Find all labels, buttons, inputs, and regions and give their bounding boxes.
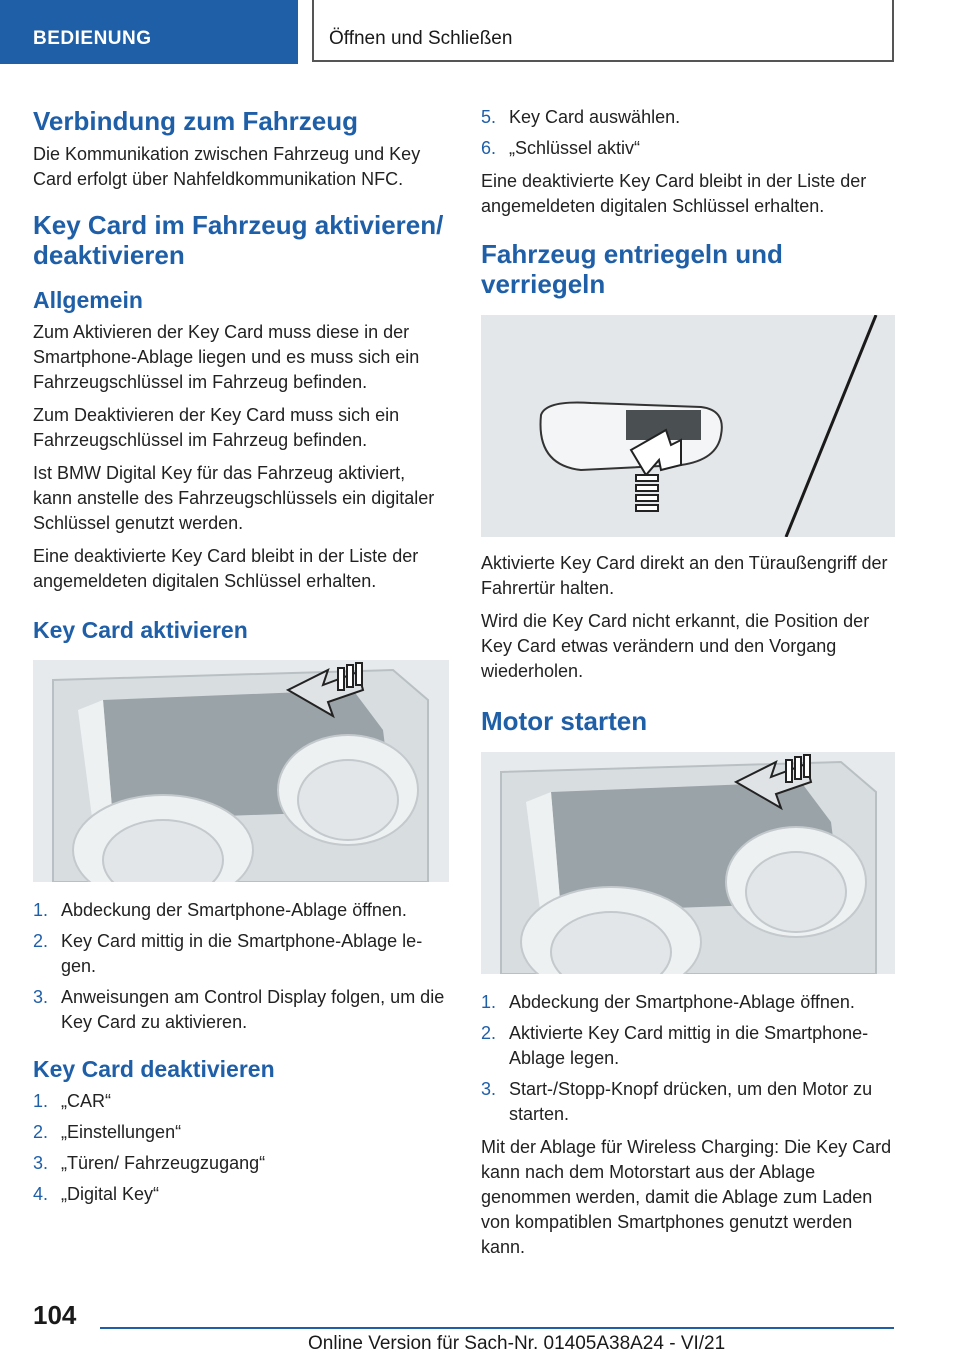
list-text: Key Card mittig in die Smartphone-Ablage legen.	[61, 931, 423, 976]
list-item	[33, 929, 449, 979]
list-number: 2.	[33, 1122, 49, 1142]
illustration-smartphone-ablage	[33, 660, 449, 882]
steps-kc-deaktivieren-cont	[481, 105, 895, 161]
list-item	[481, 990, 895, 1015]
list-number: 1.	[33, 900, 49, 920]
para-entriegeln-2: Wird die Key Card nicht erkannt, die Position der Key Card etwas verändern und den Vorgang wiederholen.	[481, 611, 870, 681]
list-number: 2.	[33, 931, 49, 951]
heading-entriegeln: Fahrzeug entriegeln und verriegeln	[481, 239, 783, 299]
footer-divider	[100, 1327, 894, 1329]
list-item	[33, 1089, 449, 1114]
list-item	[33, 898, 449, 923]
para-allgemein-4: Eine deaktivierte Key Card bleibt in der Liste der angemeldeten digitalen Schlüssel erhalten.	[33, 546, 419, 591]
list-number: 4.	[33, 1184, 49, 1204]
para-deaktiviert: Eine deaktivierte Key Card bleibt in der Liste der angemeldeten digitalen Schlüssel erhalten.	[481, 171, 867, 216]
steps-kc-aktivieren	[33, 898, 449, 1035]
list-item	[33, 1120, 449, 1145]
list-number: 3.	[481, 1079, 497, 1099]
illustration-tuergriff	[481, 315, 895, 537]
list-text: Key Card auswählen.	[509, 107, 681, 127]
footer-version-text: Online Version für Sach-Nr. 01405A38A24 - VI/21	[308, 1333, 726, 1354]
para-allgemein-1: Zum Aktivieren der Key Card muss diese in der Smartphone-Ablage liegen und es muss sich ein Fahrzeugschlüssel im Fahrzeug befinden.	[33, 322, 420, 392]
list-text: „Einstellungen“	[61, 1122, 182, 1142]
list-text: Anweisungen am Control Display folgen, um die Key Card zu aktivieren.	[61, 987, 445, 1032]
header-chapter-box	[312, 0, 894, 62]
smartphone-ablage-drawing	[33, 660, 449, 882]
heading-motor-starten: Motor starten	[481, 706, 648, 736]
header-section-tab	[0, 0, 298, 64]
header-section-label: BEDIENUNG	[33, 28, 152, 49]
heading-verbindung: Verbindung zum Fahrzeug	[33, 106, 359, 136]
heading-kc-deaktivieren: Key Card deaktivieren	[33, 1056, 275, 1082]
list-text: Abdeckung der Smartphone-Ablage öffnen.	[509, 992, 855, 1012]
right-column	[481, 100, 895, 1260]
list-number: 1.	[33, 1091, 49, 1111]
heading-kc-aktivieren-deaktivieren: Key Card im Fahrzeug aktivieren/ deaktivieren	[33, 210, 444, 270]
list-text: Abdeckung der Smartphone-Ablage öffnen.	[61, 900, 407, 920]
heading-allgemein: Allgemein	[33, 287, 143, 313]
para-verbindung: Die Kommunikation zwischen Fahrzeug und Key Card erfolgt über Nahfeldkommunikation NFC.	[33, 144, 421, 189]
steps-motor-starten	[481, 990, 895, 1127]
para-allgemein-2: Zum Deaktivieren der Key Card muss sich ein Fahrzeugschlüssel im Fahrzeug befinden.	[33, 405, 400, 450]
page-number: 104	[33, 1300, 77, 1330]
list-item	[33, 1151, 449, 1176]
para-allgemein-3: Ist BMW Digital Key für das Fahrzeug aktiviert, kann anstelle des Fahrzeugschlüssels ein digitaler Schlüssel genutzt werden.	[33, 463, 435, 533]
list-number: 6.	[481, 138, 497, 158]
list-number: 5.	[481, 107, 497, 127]
smartphone-ablage-motor-drawing	[481, 752, 895, 974]
list-number: 3.	[33, 1153, 49, 1173]
list-item	[481, 105, 895, 130]
list-text: Start-/Stopp-Knopf drücken, um den Motor zu starten.	[509, 1079, 873, 1124]
list-item	[33, 1182, 449, 1207]
list-text: „Schlüssel aktiv“	[509, 138, 641, 158]
list-item	[481, 1021, 895, 1071]
tuergriff-drawing	[481, 315, 895, 537]
para-entriegeln-1: Aktivierte Key Card direkt an den Türaußengriff der Fahrertür halten.	[481, 553, 888, 598]
list-item	[481, 136, 895, 161]
list-text: „Türen/ Fahrzeugzugang“	[61, 1153, 266, 1173]
list-number: 3.	[33, 987, 49, 1007]
list-number: 2.	[481, 1023, 497, 1043]
header-chapter-label: Öffnen und Schließen	[329, 28, 513, 49]
list-text: „Digital Key“	[61, 1184, 160, 1204]
illustration-smartphone-ablage-motor	[481, 752, 895, 974]
heading-kc-aktivieren: Key Card aktivieren	[33, 617, 248, 643]
list-text: „CAR“	[61, 1091, 111, 1111]
list-item	[33, 985, 449, 1035]
left-column	[33, 100, 449, 1207]
list-text: Aktivierte Key Card mittig in die Smartphone-Ablage legen.	[509, 1023, 869, 1068]
steps-kc-deaktivieren	[33, 1089, 449, 1207]
list-item	[481, 1077, 895, 1127]
list-number: 1.	[481, 992, 497, 1012]
para-wireless-charging: Mit der Ablage für Wireless Charging: Die Key Card kann nach dem Motorstart aus der Ablage genommen werden, damit die Ablage zum Laden von kompatiblen Smartphones genutzt werden kann.	[481, 1137, 892, 1257]
